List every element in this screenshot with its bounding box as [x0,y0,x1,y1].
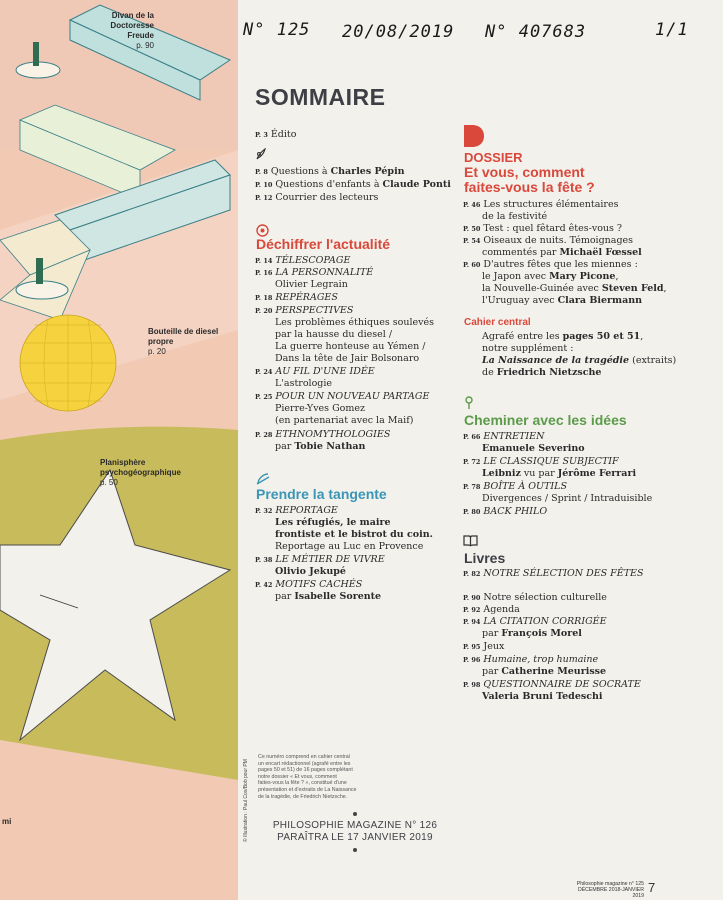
toc-partage-l2: (en partenariat avec la Maif) [275,415,414,426]
entry-title: Courrier des lecteurs [275,192,379,203]
entry-author: Tobie Nathan [294,441,366,452]
entry-title: REPÉRAGES [275,292,338,303]
entry-title: Notre sélection culturelle [483,592,607,603]
callout-bouteille-page: p. 20 [148,347,166,356]
cahier-line-1 [482,331,643,342]
toc-perspectives-l2: par la hausse du diesel / [275,329,393,340]
entry-title: TÉLESCOPAGE [275,255,351,266]
entry-title: LA PERSONNALITÉ [275,267,374,278]
entry-author: Claude Ponti [382,179,451,190]
toc-boite-sub: Divergences / Sprint / Intraduisible [482,493,653,504]
toc-humaine-author [482,666,606,677]
entry-title: ETHNOMYTHOLOGIES [275,429,391,440]
note-line: de la tragédie, de Friedrich Nietzsche. [258,793,348,800]
toc-reportage-b2 [275,529,433,540]
toc-boite [463,481,567,493]
callout-planisphere [100,458,200,488]
page-number: P. 60 [463,261,481,269]
entry-author: Friedrich Nietzsche [496,367,602,378]
supplement-note [258,754,388,800]
cahier-line-3 [482,355,676,366]
toc-partage [255,391,429,403]
entry-title: POUR UN NOUVEAU PARTAGE [275,391,430,402]
note-line: notre dossier « Et vous, comment [258,773,337,780]
footer-dot-bottom [353,848,357,852]
entry-author: Olivio Jekupé [275,566,346,577]
entry-subject: Leibniz [482,468,521,479]
entry-title: Jeux [483,641,505,652]
cover-illustration [0,0,238,900]
page-number: P. 66 [463,433,481,441]
entry-title: MOTIFS CACHÉS [275,579,363,590]
entry-author: Valeria Bruni Tedeschi [482,691,603,702]
toc-reportage-l3: Reportage au Luc en Provence [275,541,424,552]
entry-title: LE CLASSIQUE SUBJECTIF [483,456,619,467]
toc-fil-idee-sub: L'astrologie [275,378,333,389]
toc-motifs-author [275,591,381,602]
page-number: P. 50 [463,225,481,233]
toc-structures [463,199,618,211]
entry-headline: frontiste et le bistrot du coin. [275,529,433,540]
note-line: faites-vous la fête ? », constitué d'une [258,780,347,787]
entry-pages: pages 50 et 51 [562,331,641,342]
by-label: par [275,441,295,452]
folio-magazine: Philosophie magazine n° 125 [576,881,644,887]
illustration-credit: © Illustration : Paul Cox/Bob pour PM [243,759,249,842]
page-number: P. 25 [255,393,273,401]
callout-divan-name: Divan de la Doctoresse Freude [110,11,154,40]
entry-author: Steven Feld [601,283,664,294]
folio-date: DÉCEMBRE 2018-JANVIER 2019 [577,887,644,899]
note-line: présentation et d'extraits de La Naissance [258,786,357,793]
cahier-central-label: Cahier central [464,317,531,328]
comma: , [663,283,667,294]
page-number: P. 32 [255,507,273,515]
page-number: P. 82 [463,570,481,578]
dossier-title-1: Et vous, comment [464,164,585,180]
page-number: P. 3 [255,131,268,139]
toc-fetes [463,259,638,271]
entry-title: Humaine, trop humaine [483,654,599,665]
page-number: P. 80 [463,508,481,516]
path-icon [463,396,476,410]
toc-courrier [255,192,378,204]
footer-next-issue: PHILOSOPHIE MAGAZINE N° 126 [272,820,438,831]
toc-classique [463,456,619,468]
toc-oiseaux-l2 [482,247,642,258]
callout-divan [90,11,154,51]
toc-structures-l2: de la festivité [482,211,548,222]
page-number: P. 92 [463,606,481,614]
entry-title: PERSPECTIVES [275,305,354,316]
page-number: P. 20 [255,307,273,315]
entry-title: REPORTAGE [275,505,338,516]
page-number: P. 78 [463,483,481,491]
toc-classique-sub [482,468,636,479]
callout-bouteille-name: Bouteille de diesel propre [148,327,219,346]
by-label: par [275,591,295,602]
toc-citation [463,616,607,628]
entry-title: NOTRE SÉLECTION DES FÊTES [483,568,644,579]
entry-author: Emanuele Severino [482,443,585,454]
toc-fil-idee [255,366,375,378]
toc-selection-fetes [463,568,644,580]
toc-humaine [463,654,598,666]
page-number: P. 18 [255,294,273,302]
entry-title: Les structures élémentaires [483,199,619,210]
section-cheminer: Cheminer avec les idées [464,412,627,428]
entry-title: BACK PHILO [483,506,548,517]
entry-title: D'autres fêtes que les miennes : [483,259,638,270]
comma: , [615,271,619,282]
note-line: un encart rédactionnel (agrafé entre les [258,760,351,767]
tangent-icon [256,472,270,486]
entry-title: LA CITATION CORRIGÉE [483,616,607,627]
section-dechiffrer: Déchiffrer l'actualité [256,236,391,252]
quill-icon [255,148,267,161]
dossier-label: DOSSIER [464,150,523,165]
entry-author: Isabelle Sorente [294,591,382,602]
toc-socrate-author [482,691,603,702]
page-number: P. 72 [463,458,481,466]
entry-text: l'Uruguay avec [482,295,558,306]
page-number: P. 16 [255,269,273,277]
toc-edito [255,129,296,141]
by-label: par [482,628,502,639]
toc-pepin [255,166,405,178]
entry-title: Oiseaux de nuits. Témoignages [483,235,634,246]
by-label: commentés par [482,247,560,258]
page-number: P. 28 [255,431,273,439]
toc-selection-culturelle [463,592,607,604]
handwritten-ref: N° 407683 [485,22,587,42]
callout-mi [2,817,11,827]
toc-perspectives-l1: Les problèmes éthiques soulevés [275,317,434,328]
callout-divan-page: p. 90 [136,41,154,50]
book-icon [463,534,478,547]
page-number: P. 8 [255,168,268,176]
page-number: P. 96 [463,656,481,664]
toc-oiseaux [463,235,633,247]
footer-release-date: PARAÎTRA LE 17 JANVIER 2019 [277,832,433,843]
toc-entretien [463,431,544,443]
page-number: P. 94 [463,618,481,626]
toc-test [463,223,622,235]
callout-planisphere-page: p. 50 [100,478,118,487]
page-number: P. 38 [255,556,273,564]
entry-title: LE MÉTIER DE VIVRE [275,554,385,565]
footer-dot-top [353,812,357,816]
toc-reportage-b1 [275,517,391,528]
page-number: P. 95 [463,643,481,651]
page-number: P. 46 [463,201,481,209]
toc-personnalite-sub: Olivier Legrain [275,279,348,290]
entry-text: (extraits) [629,355,677,366]
entry-text: la Nouvelle-Guinée avec [482,283,602,294]
entry-title: BOÎTE À OUTILS [483,481,567,492]
toc-reportage [255,505,338,517]
toc-metier [255,554,385,566]
toc-motifs [255,579,362,591]
toc-personnalite [255,267,373,279]
entry-author: Clara Biermann [557,295,643,306]
page-number: P. 14 [255,257,273,265]
entry-author: Catherine Meurisse [501,666,607,677]
page-number: P. 98 [463,681,481,689]
by-label: par [482,666,502,677]
dossier-title-2: faites-vous la fête ? [464,179,595,195]
folio-label [568,881,644,899]
section-tangente: Prendre la tangente [256,486,387,502]
toc-agenda [463,604,520,616]
callout-planisphere-name: Planisphère psychogéographique [100,458,181,477]
section-livres: Livres [464,550,506,566]
entry-author: Michaël Fœssel [559,247,642,258]
callout-bouteille [148,327,228,357]
toc-ethno-author [275,441,365,452]
toc-fetes-uruguay [482,295,642,306]
entry-author: Mary Picone [549,271,616,282]
entry-text: le Japon avec [482,271,550,282]
handwritten-issue: N° 125 [243,20,311,40]
toc-jeux [463,641,504,653]
handwritten-page: 1/1 [655,20,689,40]
page-number: P. 24 [255,368,273,376]
toc-perspectives-l4: Dans la tête de Jair Bolsonaro [275,353,420,364]
entry-title: Questions à [270,166,331,177]
entry-title: QUESTIONNAIRE DE SOCRATE [483,679,641,690]
callout-mi-text: mi [2,817,12,826]
toc-citation-author [482,628,582,639]
toc-perspectives-l3: La guerre honteuse au Yémen / [275,341,426,352]
illustration-art [0,0,238,900]
page-number: P. 10 [255,181,273,189]
toc-fetes-japon [482,271,618,282]
toc-ponti [255,179,451,191]
entry-author: Jérôme Ferrari [557,468,637,479]
page-number: P. 90 [463,594,481,602]
entry-title: ENTRETIEN [483,431,545,442]
page-number: P. 42 [255,581,273,589]
comma: , [640,331,644,342]
entry-author: Charles Pépin [330,166,405,177]
entry-title: Agenda [483,604,520,615]
toc-partage-l1: Pierre-Yves Gomez [275,403,366,414]
toc-socrate [463,679,641,691]
entry-work-title: La Naissance de la tragédie [482,355,630,366]
entry-title: Test : quel fêtard êtes-vous ? [483,223,623,234]
cahier-line-2: notre supplément : [482,343,574,354]
entry-author: François Morel [501,628,582,639]
entry-text: vu par [520,468,558,479]
entry-title: Édito [270,129,297,140]
entry-title: AU FIL D'UNE IDÉE [275,366,375,377]
entry-text: de [482,367,497,378]
handwritten-date: 20/08/2019 [342,22,455,42]
toc-entretien-author [482,443,585,454]
note-line: pages 50 et 51) de 16 pages complétant [258,767,353,774]
toc-ethno [255,429,390,441]
toc-metier-author [275,566,346,577]
page-number: P. 12 [255,194,273,202]
toc-reperages [255,292,338,304]
page-number-folio: 7 [648,880,656,895]
entry-headline: Les réfugiés, le maire [275,517,391,528]
cahier-line-4 [482,367,601,378]
page-number: P. 54 [463,237,481,245]
toc-perspectives [255,305,353,317]
page-title: SOMMAIRE [255,84,386,110]
toc-fetes-guinee [482,283,667,294]
dossier-d-icon [463,124,485,148]
toc-back-philo [463,506,547,518]
toc-telescopage [255,255,350,267]
entry-text: Agrafé entre les [482,331,563,342]
note-line: Ce numéro comprend en cahier central [258,754,350,760]
entry-title: Questions d'enfants à [275,179,383,190]
